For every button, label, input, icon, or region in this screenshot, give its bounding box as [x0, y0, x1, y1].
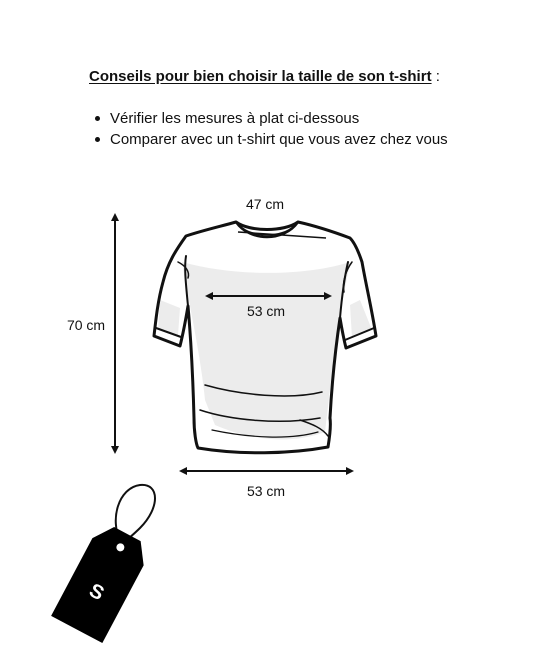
tip-item-measure: Vérifier les mesures à plat ci-dessous — [110, 108, 448, 129]
title-suffix-text: : — [431, 68, 440, 85]
tshirt-illustration — [154, 222, 376, 453]
length-measure-label: 70 cm — [66, 317, 106, 333]
size-tag-letter: S — [85, 579, 108, 606]
chest-measure-label: 53 cm — [246, 303, 286, 319]
tip-item-compare: Comparer avec un t-shirt que vous avez chez vous — [110, 131, 448, 148]
title-main-text: Conseils pour bien choisir la taille de son t-shirt — [89, 68, 432, 85]
shoulder-measure-label: 47 cm — [245, 196, 285, 212]
size-tag — [51, 485, 155, 643]
bottom-width-measure-label: 53 cm — [246, 483, 286, 499]
tag-body — [51, 520, 153, 643]
